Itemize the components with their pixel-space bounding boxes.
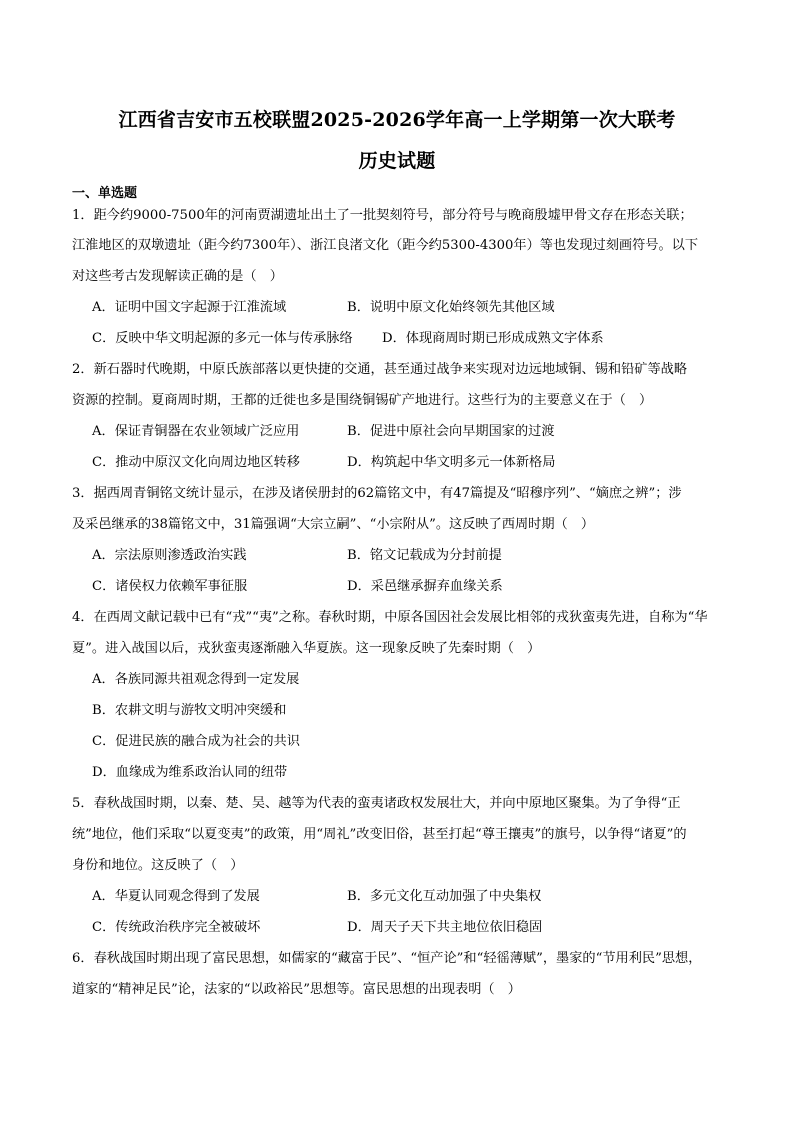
question-1-line-1: 1．距今约9000-7500年的河南贾湖遗址出土了一批契刻符号，部分符号与晚商殷墟甲骨文存在形态关联； <box>72 208 693 223</box>
question-4-line-2: 夏”。进入战国以后，戎狄蛮夷逐渐融入华夏族。这一现象反映了先秦时期（ ） <box>72 641 541 656</box>
question-4-option-b: B．农耕文明与游牧文明冲突缓和 <box>92 703 287 718</box>
question-2-option-a: A．保证青铜器在农业领域广泛应用 <box>92 424 300 439</box>
question-3-option-d: D．采邑继承摒弃血缘关系 <box>347 579 503 594</box>
question-5-line-3: 身份和地位。这反映了（ ） <box>72 858 244 873</box>
question-1-option-c: C．反映中华文明起源的多元一体与传承脉络 <box>92 331 353 346</box>
question-3-option-c: C．诸侯权力依赖军事征服 <box>92 579 248 594</box>
question-4-line-1: 4．在西周文献记载中已有“戎”“夷”之称。春秋时期，中原各国因社会发展比相邻的戎狄蛮夷先进，自称为“华 <box>72 610 708 625</box>
question-3-option-b: B．铭文记载成为分封前提 <box>347 548 502 563</box>
question-2-option-b: B．促进中原社会向早期国家的过渡 <box>347 424 555 439</box>
exam-subtitle: 历史试题 <box>358 150 436 172</box>
question-5-line-1: 5．春秋战国时期，以秦、楚、吴、越等为代表的蛮夷诸政权发展壮大，并向中原地区聚集。为了争得“正 <box>72 796 681 811</box>
question-4-option-a: A．各族同源共祖观念得到一定发展 <box>92 672 300 687</box>
exam-title: 江西省吉安市五校联盟2025-2026学年高一上学期第一次大联考 <box>118 109 676 131</box>
question-2-line-1: 2．新石器时代晚期，中原氏族部落以更快捷的交通，甚至通过战争来实现对边远地域铜、锡和铅矿等战略 <box>72 362 688 377</box>
question-2-option-d: D．构筑起中华文明多元一体新格局 <box>347 455 556 470</box>
question-3-line-1: 3．据西周青铜铭文统计显示，在涉及诸侯册封的62篇铭文中，有47篇提及“昭穆序列”、“嫡庶之辨”；涉 <box>72 486 682 501</box>
question-5-option-a: A．华夏认同观念得到了发展 <box>92 889 260 904</box>
question-1-line-3: 对这些考古发现解读正确的是（ ） <box>72 269 283 284</box>
question-5-option-b: B．多元文化互动加强了中央集权 <box>347 889 542 904</box>
question-5-option-d: D．周天子天下共主地位依旧稳固 <box>347 920 543 935</box>
question-5-option-c: C．传统政治秩序完全被破坏 <box>92 920 261 935</box>
question-3-option-a: A．宗法原则渗透政治实践 <box>92 548 247 563</box>
section-heading: 一、单选题 <box>72 186 138 201</box>
question-1-option-d: D．体现商周时期已形成成熟文字体系 <box>382 331 604 346</box>
question-1-option-b: B．说明中原文化始终领先其他区域 <box>347 300 555 315</box>
question-1-option-a: A．证明中国文字起源于江淮流域 <box>92 300 287 315</box>
question-6-line-1: 6．春秋战国时期出现了富民思想，如儒家的“藏富于民”、“恒产论”和“轻徭薄赋”，墨家的“节用利民”思想， <box>72 951 702 966</box>
question-6-line-2: 道家的“精神足民”论，法家的“以政裕民”思想等。富民思想的出现表明（ ） <box>72 982 521 997</box>
question-4-option-c: C．促进民族的融合成为社会的共识 <box>92 734 300 749</box>
question-2-line-2: 资源的控制。夏商周时期，王都的迁徙也多是围绕铜锡矿产地进行。这些行为的主要意义在于（ ） <box>72 393 653 408</box>
question-1-line-2: 江淮地区的双墩遗址（距今约7300年）、浙江良渚文化（距今约5300-4300年）等也发现过刻画符号。以下 <box>72 238 699 253</box>
question-3-line-2: 及采邑继承的38篇铭文中，31篇强调“大宗立嗣”、“小宗附从”。这反映了西周时期（ ） <box>72 517 595 532</box>
question-5-line-2: 统”地位，他们采取“以夏变夷”的政策，用“周礼”改变旧俗，甚至打起“尊王攘夷”的旗号，以争得“诸夏”的 <box>72 827 687 842</box>
question-4-option-d: D．血缘成为维系政治认同的纽带 <box>92 765 288 780</box>
question-2-option-c: C．推动中原汉文化向周边地区转移 <box>92 455 300 470</box>
